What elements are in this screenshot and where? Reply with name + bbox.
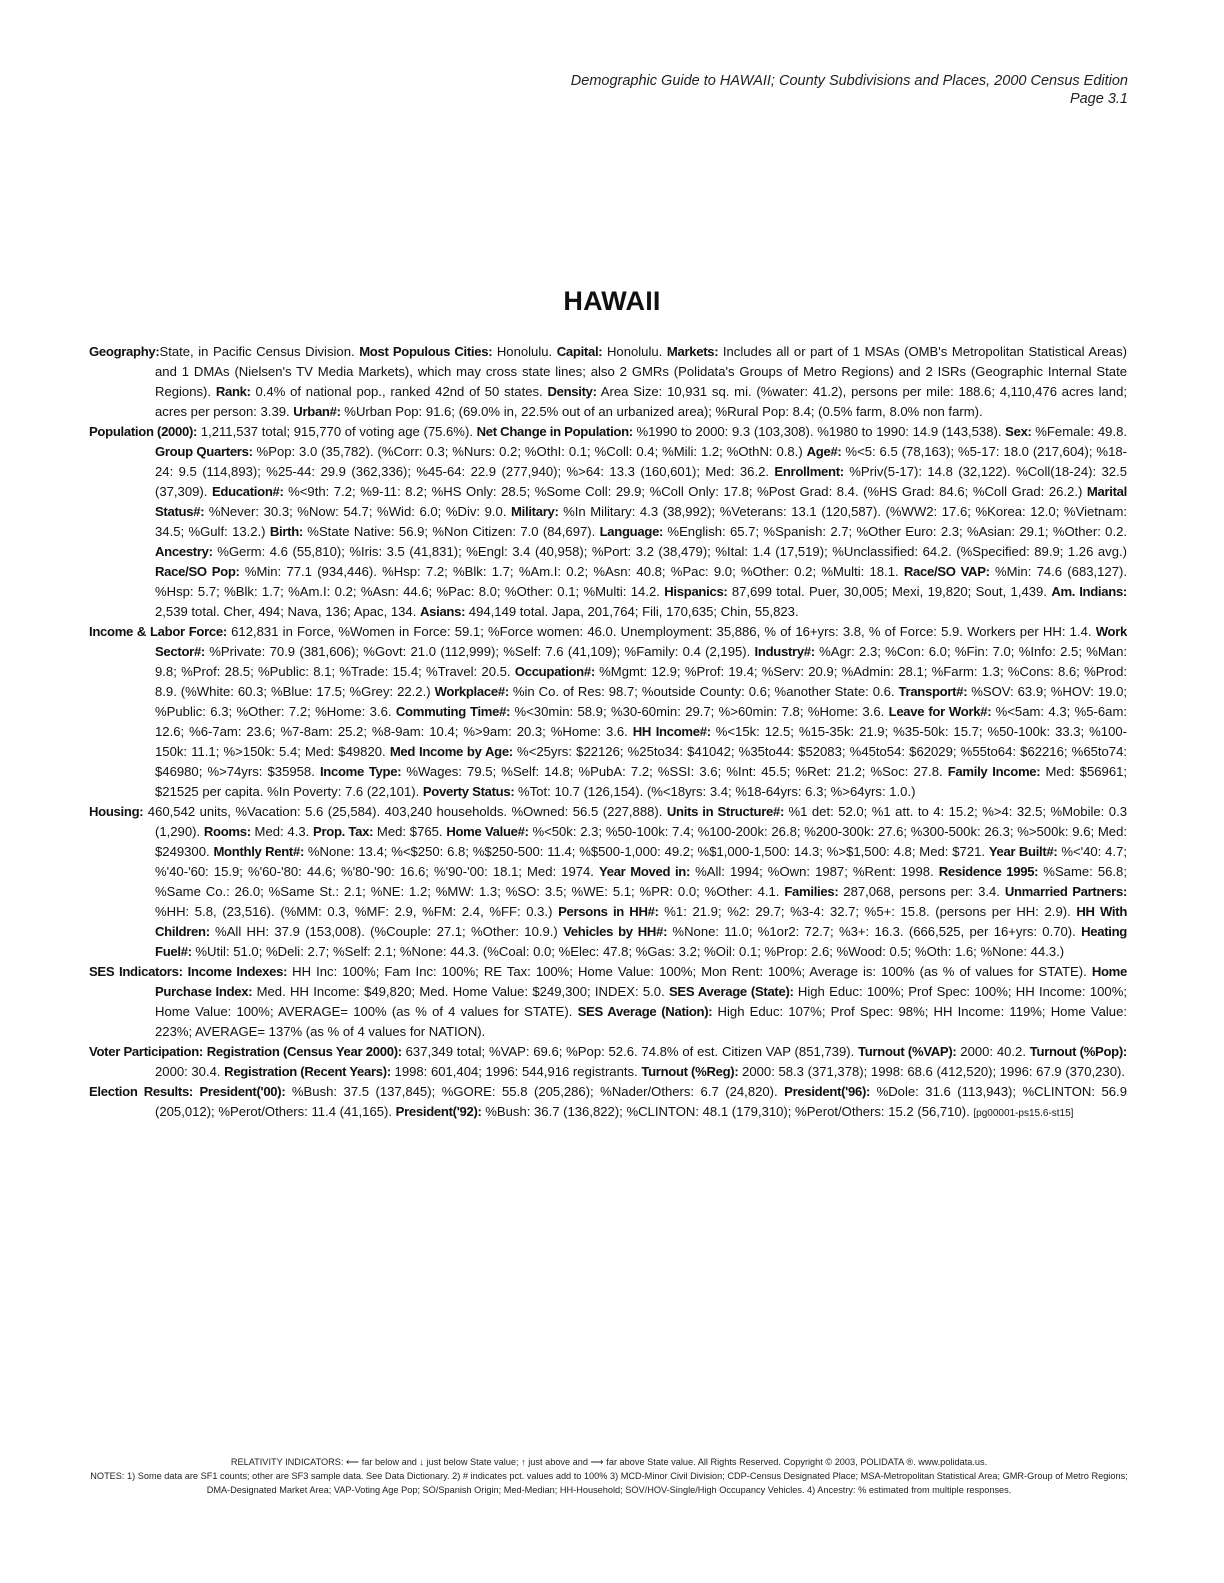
field-text: High Educ: 107%; Prof Spec: 98%; HH Income: 119%; Home Value: 223%; AVERAGE= 137% (as % of 4 values for NATION). <box>155 1004 1127 1039</box>
field-text: %Tot: 10.7 (126,154). (%<18yrs: 3.4; %18-64yrs: 6.3; %>64yrs: 1.0.) <box>514 784 916 799</box>
section-income-labor-force <box>89 622 1127 802</box>
field-label: Language: <box>599 524 664 539</box>
field-text: %1: 21.9; %2: 29.7; %3-4: 32.7; %5+: 15.8. (persons per HH: 2.9). <box>658 904 1077 919</box>
section-population-2000 <box>89 422 1127 622</box>
field-text: High Educ: 100%; Prof Spec: 100%; HH Income: 100%; Home Value: 100%; AVERAGE= 100% (as % of 4 values for STATE). <box>155 984 1127 1019</box>
section-voter-participation <box>89 1042 1127 1082</box>
field-text: %<50k: 2.3; %50-100k: 7.4; %100-200k: 26.8; %200-300k: 27.6; %300-500k: 26.3; %>500k: 9.6; Med: $249300. <box>155 824 1128 859</box>
section-housing <box>89 802 1127 962</box>
field-label: Unmarried Partners: <box>1004 884 1128 899</box>
field-text: %Mgmt: 12.9; %Prof: 19.4; %Serv: 20.9; %Admin: 28.1; %Farm: 1.3; %Cons: 8.6; %Prod: 8.9. (%White: 60.3; %Blue: 17.5; %Grey: 22.2.) <box>155 664 1128 699</box>
field-text: Med: 4.3. <box>250 824 314 839</box>
field-text: %In Military: 4.3 (38,992); %Veterans: 13.1 (120,587). (%WW2: 17.6; %Korea: 12.0; %Vietnam: 34.5; %Gulf: 13.2.) <box>155 504 1128 539</box>
field-label: Residence 1995: <box>938 864 1039 879</box>
page-header <box>571 72 1128 108</box>
field-text: Honolulu. <box>602 344 667 359</box>
section-label: Geography: <box>89 344 160 359</box>
field-text: %Private: 70.9 (381,606); %Govt: 21.0 (112,999); %Self: 7.6 (41,109); %Family: 0.4 (2,195). <box>205 644 755 659</box>
field-label: Turnout (%Reg): <box>641 1064 739 1079</box>
field-label: Hispanics: <box>664 584 728 599</box>
field-text: %State Native: 56.9; %Non Citizen: 7.0 (84,697). <box>302 524 600 539</box>
field-text: %Germ: 4.6 (55,810); %Iris: 3.5 (41,831); %Engl: 3.4 (40,958); %Port: 3.2 (38,479); %Ital: 1.4 (17,519); %Unclassified: 64.2. (%Specified: 89.9; 1.26 avg.) <box>212 544 1127 559</box>
field-label: SES Average (Nation): <box>577 1004 713 1019</box>
field-label: Occupation#: <box>514 664 595 679</box>
field-text: 2000: 40.2. <box>956 1044 1030 1059</box>
field-text: %in Co. of Res: 98.7; %outside County: 0.6; %another State: 0.6. <box>508 684 899 699</box>
field-label: Families: <box>784 884 839 899</box>
field-text: %Pop: 3.0 (35,782). (%Corr: 0.3; %Nurs: 0.2; %OthI: 0.1; %Coll: 0.4; %Mili: 1.2; %OthN: 0.8.) <box>252 444 807 459</box>
field-label: HH With Children: <box>155 904 1128 939</box>
field-label: Med Income by Age: <box>389 744 513 759</box>
field-text: Med. HH Income: $49,820; Med. Home Value: $249,300; INDEX: 5.0. <box>252 984 669 999</box>
field-label: HH Income#: <box>632 724 711 739</box>
field-text: %None: 11.0; %1or2: 72.7; %3+: 16.3. (666,525, per 16+yrs: 0.70). <box>667 924 1082 939</box>
field-text: 287,068, persons per: 3.4. <box>838 884 1005 899</box>
field-text: 87,699 total. Puer, 30,005; Mexi, 19,820; Sout, 1,439. <box>727 584 1052 599</box>
field-text: %Same: 56.8; %Same Co.: 26.0; %Same St.: 2.1; %NE: 1.2; %MW: 1.3; %SO: 3.5; %WE: 5.1; %PR: 0.0; %Other: 4.1. <box>155 864 1127 899</box>
field-label: Turnout (%Pop): <box>1029 1044 1127 1059</box>
field-label: Urban#: <box>293 404 341 419</box>
field-label: Group Quarters: <box>155 444 253 459</box>
field-text: %Bush: 36.7 (136,822); %CLINTON: 48.1 (179,310); %Perot/Others: 15.2 (56,710). <box>481 1104 974 1119</box>
field-label: Persons in HH#: <box>558 904 659 919</box>
field-label: Prop. Tax: <box>313 824 374 839</box>
field-label: President('00): <box>199 1084 286 1099</box>
field-label: Marital Status#: <box>155 484 1127 519</box>
field-text: %All HH: 37.9 (153,008). (%Couple: 27.1; %Other: 10.9.) <box>209 924 564 939</box>
field-text: %None: 13.4; %<$250: 6.8; %$250-500: 11.4; %$500-1,000: 49.2; %$1,000-1,500: 14.3; %>$1,500: 4.8; Med: $721. <box>304 844 989 859</box>
field-label: Ancestry: <box>155 544 213 559</box>
field-label: Enrollment: <box>774 464 844 479</box>
field-label: Workplace#: <box>434 684 509 699</box>
field-text: 494,149 total. Japa, 201,764; Fili, 170,635; Chin, 55,823. <box>465 604 799 619</box>
field-text: %<5: 6.5 (78,163); %5-17: 18.0 (217,604); %18-24: 9.5 (114,893); %25-44: 29.9 (362,336); %45-64: 22.9 (277,940); %>64: 13.3 (160,601); Med: 36.2. <box>155 444 1127 479</box>
field-text: %Min: 74.6 (683,127). %Hsp: 5.7; %Blk: 1.7; %Am.I: 0.2; %Asn: 44.6; %Pac: 8.0; %Other: 0.1; %Multi: 14.2. <box>155 564 1127 599</box>
page-title: HAWAII <box>563 286 661 316</box>
field-text: 2000: 58.3 (371,378); 1998: 68.6 (412,520); 1996: 67.9 (370,230). <box>738 1064 1125 1079</box>
section-label: Election Results: <box>89 1084 193 1099</box>
field-label: Units in Structure#: <box>666 804 785 819</box>
field-text: 1998: 601,404; 1996: 544,916 registrants. <box>390 1064 642 1079</box>
section-label: Housing: <box>89 804 144 819</box>
field-label: Leave for Work#: <box>888 704 992 719</box>
section-label: Population (2000): <box>89 424 198 439</box>
field-text: 460,542 units, %Vacation: 5.6 (25,584). 403,240 households. %Owned: 56.5 (227,888). <box>143 804 667 819</box>
field-text: %1 det: 52.0; %1 att. to 4: 15.2; %>4: 32.5; %Mobile: 0.3 (1,290). <box>155 804 1127 839</box>
field-text: 1,211,537 total; 915,770 of voting age (75.6%). <box>197 424 477 439</box>
field-text: %<'40: 4.7; %'40-'60: 15.9; %'60-'80: 44.6; %'80-'90: 16.6; %'90-'00: 18.1; Med: 1974. <box>155 844 1127 879</box>
field-text: %<30min: 58.9; %30-60min: 29.7; %>60min: 7.8; %Home: 3.6. <box>510 704 889 719</box>
field-text: %<15k: 12.5; %15-35k: 21.9; %35-50k: 15.7; %50-100k: 33.3; %100-150k: 11.1; %>150k: 5.4; Med: $49820. <box>155 724 1127 759</box>
field-label: Sex: <box>1005 424 1032 439</box>
field-label: Industry#: <box>754 644 815 659</box>
field-label: Year Moved in: <box>599 864 691 879</box>
field-label: Monthly Rent#: <box>213 844 305 859</box>
field-label: SES Average (State): <box>669 984 794 999</box>
field-text: Includes all or part of 1 MSAs (OMB's Metropolitan Statistical Areas) and 1 DMAs (Nielsen's TV Media Markets), which may cross state lines; also 2 GMRs (Polidata's Groups of Metro Regions) and 2 ISRs (Geographic Internal State Regions). <box>155 344 1127 399</box>
field-text: 2000: 30.4. <box>155 1064 225 1079</box>
field-label: President('96): <box>784 1084 871 1099</box>
field-text: %<25yrs: $22126; %25to34: $41042; %35to44: $52083; %45to54: $62029; %55to64: $62216; %65to74: $46980; %>74yrs: $35958. <box>155 744 1128 779</box>
field-label: Income Indexes: <box>187 964 288 979</box>
field-label: Race/SO VAP: <box>903 564 990 579</box>
field-text: %<5am: 4.3; %5-6am: 12.6; %6-7am: 23.6; %7-8am: 25.2; %8-9am: 10.4; %>9am: 20.3; %Home: 3.6. <box>155 704 1128 739</box>
page-number: Page 3.1 <box>1069 91 1128 107</box>
field-text: State, in Pacific Census Division. <box>159 344 360 359</box>
notes: NOTES: 1) Some data are SF1 counts; other are SF3 sample data. See Data Dictionary. 2) # indicates pct. values add to 100% 3) MCD-Minor Civil Division; CDP-Census Designated Place; MSA-Metropolitan Statistical Area; GMR-Group of Metro Regions; DMA-Designated Market Area; VAP-Voting Age Pop; SO/Spanish Origin; Med-Median; HH-Household; SOV/HOV-Single/High Occupancy Vehicles. 4) Ancestry: % estimated from multiple responses. <box>90 1471 1128 1495</box>
field-label: Vehicles by HH#: <box>563 924 668 939</box>
header-title: Demographic Guide to HAWAII; County Subdivisions and Places, 2000 Census Edition <box>570 73 1128 89</box>
field-label: Net Change in Population: <box>476 424 633 439</box>
field-text: %Urban Pop: 91.6; (69.0% in, 22.5% out of an urbanized area); %Rural Pop: 8.4; (0.5% farm, 8.0% non farm). <box>340 404 983 419</box>
field-label: Capital: <box>556 344 603 359</box>
field-text: Area Size: 10,931 sq. mi. (%water: 41.2), persons per mile: 188.6; 4,110,476 acres land; acres per person: 3.39. <box>155 384 1127 419</box>
page-footer <box>90 1455 1128 1497</box>
field-label: Most Populous Cities: <box>359 344 493 359</box>
page-code: [pg00001-ps15.6-st15] <box>973 1108 1074 1119</box>
field-label: Am. Indians: <box>1051 584 1127 599</box>
field-text: %English: 65.7; %Spanish: 2.7; %Other Euro: 2.3; %Asian: 29.1; %Other: 0.2. <box>663 524 1128 539</box>
field-text: %Util: 51.0; %Deli: 2.7; %Self: 2.1; %None: 44.3. (%Coal: 0.0; %Elec: 47.8; %Gas: 3.2; %Oil: 0.1; %Prop: 2.6; %Wood: 0.5; %Oth: 1.6; %None: 44.3.) <box>191 944 1065 959</box>
field-label: Work Sector#: <box>155 624 1127 659</box>
field-text: 2,539 total. Cher, 494; Nava, 136; Apac, 134. <box>155 604 420 619</box>
field-text: %<9th: 7.2; %9-11: 8.2; %HS Only: 28.5; %Some Coll: 29.9; %Coll Only: 17.8; %Post Grad: 8.4. (%HS Grad: 84.6; %Coll Grad: 26.2.) <box>283 484 1087 499</box>
profile-body <box>89 342 1127 1124</box>
field-text: %Min: 77.1 (934,446). %Hsp: 7.2; %Blk: 1.7; %Am.I: 0.2; %Asn: 40.8; %Pac: 9.0; %Other: 0.2; %Multi: 18.1. <box>239 564 904 579</box>
section-label: Income & Labor Force: <box>89 624 227 639</box>
field-text: Honolulu. <box>492 344 557 359</box>
field-text: Med: $765. <box>373 824 447 839</box>
field-label: Transport#: <box>898 684 968 699</box>
field-label: Commuting Time#: <box>395 704 511 719</box>
field-label: Density: <box>547 384 597 399</box>
field-text: %Agr: 2.3; %Con: 6.0; %Fin: 7.0; %Info: 2.5; %Man: 9.8; %Prof: 28.5; %Public: 8.1; %Trade: 15.4; %Travel: 20.5. <box>155 644 1127 679</box>
field-text: %Priv(5-17): 14.8 (32,122). %Coll(18-24): 32.5 (37,309). <box>155 464 1127 499</box>
field-label: Heating Fuel#: <box>155 924 1127 959</box>
field-label: Turnout (%VAP): <box>858 1044 957 1059</box>
field-text: 637,349 total; %VAP: 69.6; %Pop: 52.6. 74.8% of est. Citizen VAP (851,739). <box>401 1044 859 1059</box>
field-label: Year Built#: <box>988 844 1058 859</box>
field-label: Registration (Recent Years): <box>224 1064 391 1079</box>
field-label: Race/SO Pop: <box>155 564 240 579</box>
field-label: Education#: <box>211 484 284 499</box>
section-label: SES Indicators: <box>89 964 183 979</box>
field-text: HH Inc: 100%; Fam Inc: 100%; RE Tax: 100%; Home Value: 100%; Mon Rent: 100%; Average is: 100% (as % of values for STATE). <box>287 964 1092 979</box>
field-label: Income Type: <box>319 764 402 779</box>
field-text: %Female: 49.8. <box>1031 424 1128 439</box>
field-label: Military: <box>511 504 559 519</box>
relativity-indicators: RELATIVITY INDICATORS: ⟵ far below and ↓ just below State value; ↑ just above and ⟶ far above State value. All Rights Reserved. Copyright © 2003, POLIDATA ®. www.polidata.us. <box>230 1457 988 1467</box>
field-text: %Never: 30.3; %Now: 54.7; %Wid: 6.0; %Div: 9.0. <box>204 504 512 519</box>
section-election-results <box>89 1082 1127 1124</box>
field-label: Home Value#: <box>446 824 529 839</box>
field-text: %All: 1994; %Own: 1987; %Rent: 1998. <box>690 864 939 879</box>
field-label: Home Purchase Index: <box>155 964 1127 999</box>
section-label: Voter Participation: <box>89 1044 203 1059</box>
field-text: %SOV: 63.9; %HOV: 19.0; %Public: 6.3; %Other: 7.2; %Home: 3.6. <box>155 684 1127 719</box>
field-label: Markets: <box>666 344 719 359</box>
field-label: Registration (Census Year 2000): <box>206 1044 402 1059</box>
field-text: 0.4% of national pop., ranked 42nd of 50 states. <box>250 384 548 399</box>
field-label: Rooms: <box>203 824 251 839</box>
field-text: Med: $56961; $21525 per capita. %In Poverty: 7.6 (22,101). <box>155 764 1128 799</box>
field-text: %Wages: 79.5; %Self: 14.8; %PubA: 7.2; %SSI: 3.6; %Int: 45.5; %Ret: 21.2; %Soc: 27.8. <box>401 764 948 779</box>
field-text: %Dole: 31.6 (113,943); %CLINTON: 56.9 (205,012); %Perot/Others: 11.4 (41,165). <box>155 1084 1127 1119</box>
field-label: Asians: <box>419 604 466 619</box>
field-label: Birth: <box>269 524 303 539</box>
field-label: Family Income: <box>947 764 1041 779</box>
section-geography <box>89 342 1127 422</box>
field-text: %1990 to 2000: 9.3 (103,308). %1980 to 1990: 14.9 (143,538). <box>632 424 1006 439</box>
section-ses-indicators <box>89 962 1127 1042</box>
field-label: Poverty Status: <box>422 784 515 799</box>
field-label: Rank: <box>215 384 251 399</box>
field-text: 612,831 in Force, %Women in Force: 59.1; %Force women: 46.0. Unemployment: 35,886, % of 16+yrs: 3.8, % of Force: 5.9. Workers per HH: 1.4. <box>226 624 1096 639</box>
field-text: %HH: 5.8, (23,516). (%MM: 0.3, %MF: 2.9, %FM: 2.4, %FF: 0.3.) <box>155 904 559 919</box>
field-label: Age#: <box>806 444 842 459</box>
field-label: President('92): <box>395 1104 482 1119</box>
field-text: %Bush: 37.5 (137,845); %GORE: 55.8 (205,286); %Nader/Others: 6.7 (24,820). <box>285 1084 785 1099</box>
